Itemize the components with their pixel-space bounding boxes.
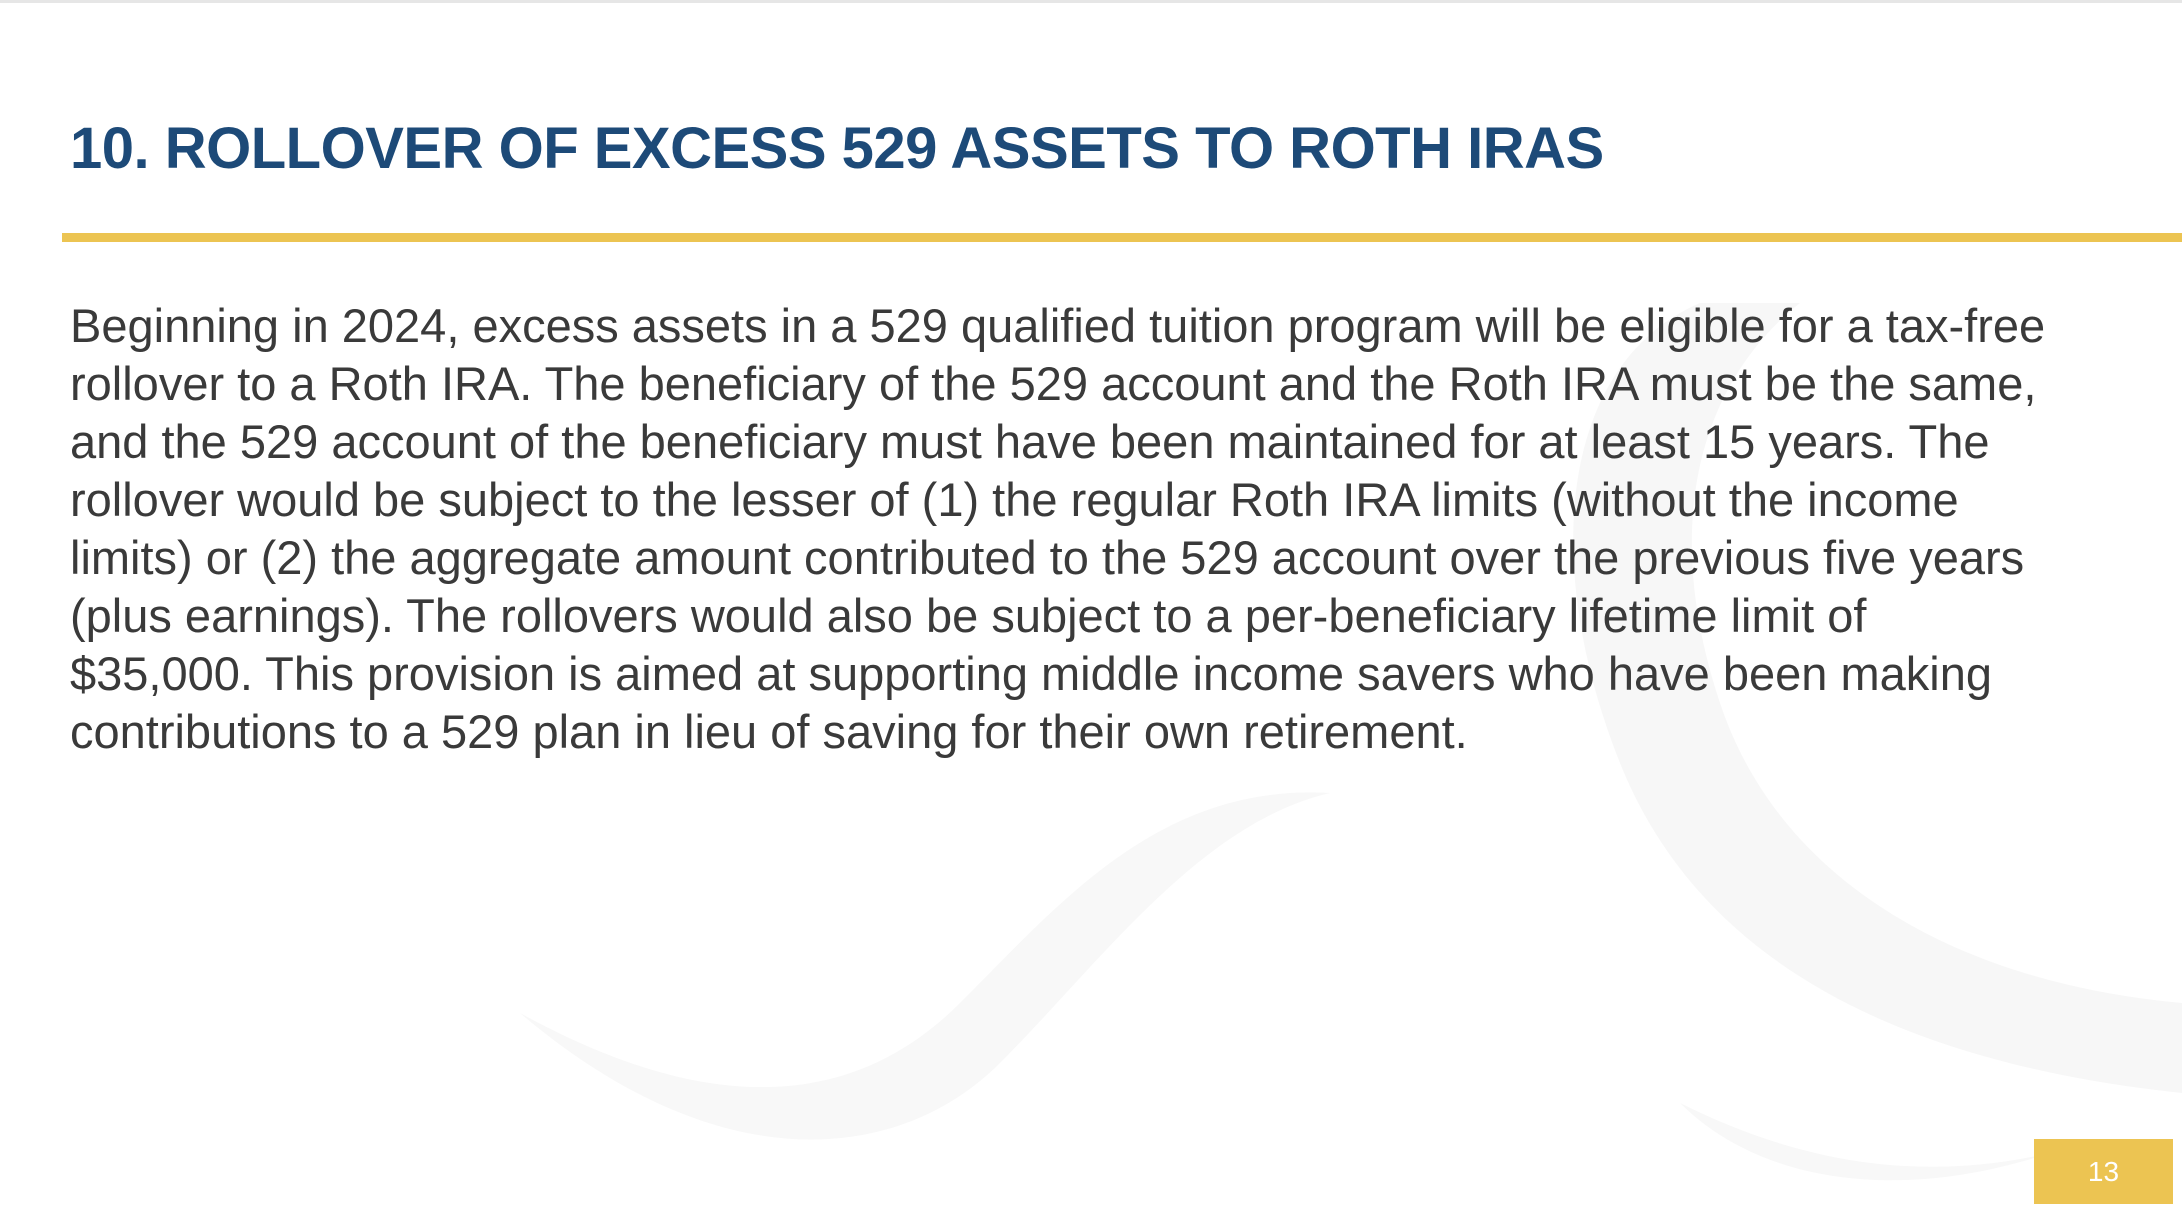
body-line: rollover would be subject to the lesser of (1) the regular Roth IRA limits (without the income bbox=[70, 473, 1959, 526]
body-line: contributions to a 529 plan in lieu of saving for their own retirement. bbox=[70, 705, 1468, 758]
page-number-badge bbox=[2034, 1139, 2173, 1204]
page-number: 13 bbox=[2087, 1155, 2120, 1187]
slide-body-paragraph bbox=[70, 297, 2130, 761]
body-line: and the 529 account of the beneficiary must have been maintained for at least 15 years. The bbox=[70, 415, 1990, 468]
body-line: Beginning in 2024, excess assets in a 529 qualified tuition program will be eligible for a tax-free bbox=[70, 299, 2046, 352]
slide-title: 10. ROLLOVER OF EXCESS 529 ASSETS TO ROTH IRAS bbox=[70, 116, 1604, 181]
body-line: (plus earnings). The rollovers would also be subject to a per-beneficiary lifetime limit of bbox=[70, 589, 1867, 642]
body-line: rollover to a Roth IRA. The beneficiary of the 529 account and the Roth IRA must be the same, bbox=[70, 357, 2037, 410]
body-line: limits) or (2) the aggregate amount contributed to the 529 account over the previous five years bbox=[70, 531, 2025, 584]
body-line: $35,000. This provision is aimed at supporting middle income savers who have been making bbox=[70, 647, 1992, 700]
title-divider bbox=[62, 233, 2182, 242]
